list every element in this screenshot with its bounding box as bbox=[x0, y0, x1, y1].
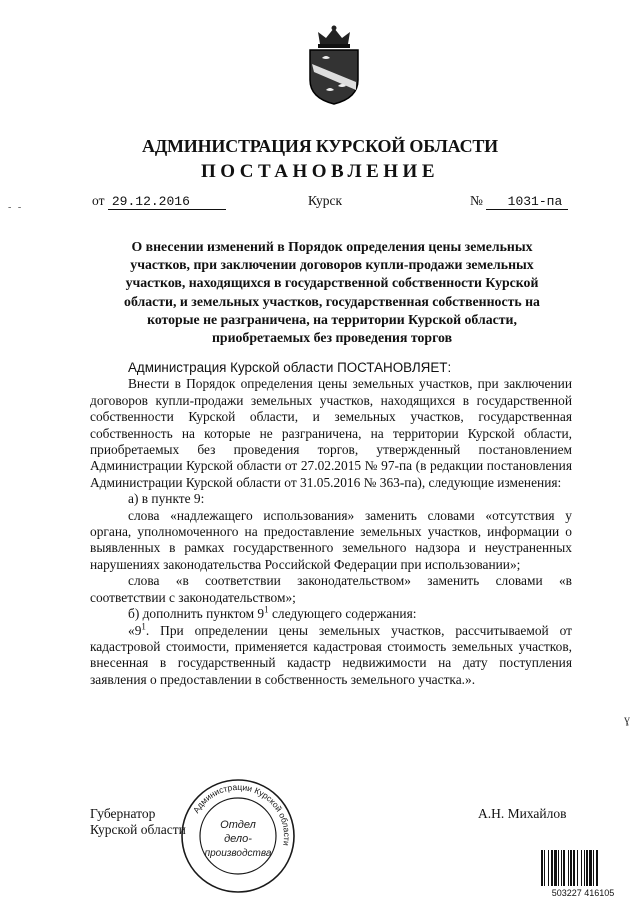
title-line: О внесении изменений в Порядок определения цены земельных bbox=[131, 239, 533, 254]
date-prefix: от bbox=[92, 193, 105, 208]
superscript: 1 bbox=[141, 621, 146, 632]
barcode-bar bbox=[596, 850, 598, 886]
title-line: области, и земельных участков, государственная собственность на bbox=[124, 293, 540, 309]
body-paragraph bbox=[90, 606, 572, 622]
barcode bbox=[540, 850, 626, 890]
barcode-bar bbox=[561, 850, 562, 886]
barcode-bar bbox=[544, 850, 545, 886]
barcode-bar bbox=[554, 850, 557, 886]
body-paragraph: Внести в Порядок определения цены земельных участков, при заключении договоров купли-продажи земельных участков, находящихся в государственной собственности Курской области, и земельных участков, государственная собственность на которые не разграничена, на территории Курской области, приобретаемых без проведения торгов, утвержденный постановлением Администрации Курской области от 27.02.2015 № 97-па (в редакции постановления Администрации Курской области от 31.05.2016 № 363-па), следующие изменения: bbox=[90, 376, 572, 490]
barcode-bar bbox=[589, 850, 592, 886]
body-paragraph bbox=[90, 623, 572, 689]
paragraph-text: следующего содержания: bbox=[268, 606, 417, 622]
coat-of-arms-emblem bbox=[296, 24, 372, 106]
barcode-bar bbox=[584, 850, 585, 886]
body-paragraph: а) в пункте 9: bbox=[128, 491, 205, 507]
barcode-number: 503227 416105 bbox=[551, 888, 615, 898]
number-line bbox=[470, 193, 568, 210]
superscript: 1 bbox=[264, 604, 269, 615]
date-line bbox=[92, 193, 226, 210]
title-line: участков, при заключении договоров купли-продажи земельных bbox=[130, 257, 534, 273]
margin-mark: - - bbox=[8, 202, 24, 213]
stamp-center-text: Отдел bbox=[220, 819, 256, 831]
barcode-bar bbox=[586, 850, 588, 886]
barcode-bar bbox=[581, 850, 582, 886]
stamp-center-text: производства bbox=[204, 848, 272, 859]
body-paragraph: слова «надлежащего использования» заменить словами «отсутствия у органа, уполномоченного на предоставление земельных участков, информации о выявленных в рамках государственного земельного надзора и неустраненных нарушениях законодательства Российской Федерации при использовании»; bbox=[90, 507, 572, 572]
signatory-name: А.Н. Михайлов bbox=[478, 806, 567, 821]
organization-heading: АДМИНИСТРАЦИЯ КУРСКОЙ ОБЛАСТИ bbox=[142, 136, 498, 156]
document-title bbox=[92, 238, 572, 347]
number-prefix: № bbox=[470, 193, 483, 208]
document-type-heading: ПОСТАНОВЛЕНИЕ bbox=[200, 161, 440, 182]
position-line: Губернатор bbox=[90, 806, 156, 821]
title-line: которые не разграничена, на территории Курской области, bbox=[147, 311, 517, 327]
body-paragraph: слова «в соответствии законодательством» заменить словами «в соответствии с законодательством»; bbox=[90, 573, 572, 605]
barcode-bar bbox=[593, 850, 594, 886]
barcode-bar bbox=[577, 850, 578, 886]
title-line: участков, находящихся в государственной собственности Курской bbox=[125, 275, 539, 291]
barcode-bar bbox=[548, 850, 549, 886]
barcode-bar bbox=[563, 850, 565, 886]
official-stamp bbox=[178, 776, 298, 896]
number-value: 1031-па bbox=[486, 194, 568, 210]
city-label: Курск bbox=[308, 193, 343, 208]
resolution-lead: Администрация Курской области ПОСТАНОВЛЯЕТ: bbox=[128, 360, 452, 375]
barcode-bar bbox=[573, 850, 575, 886]
edge-mark: ɣ bbox=[624, 712, 630, 726]
barcode-bar bbox=[568, 850, 569, 886]
barcode-bar bbox=[551, 850, 553, 886]
title-line: приобретаемых без проведения торгов bbox=[211, 330, 453, 346]
barcode-bar bbox=[541, 850, 543, 886]
stamp-center-text: дело- bbox=[224, 833, 252, 845]
barcode-bar bbox=[570, 850, 572, 886]
document-body bbox=[90, 360, 572, 688]
barcode-bar bbox=[558, 850, 559, 886]
signatory-position bbox=[90, 806, 186, 838]
position-line: Курской области bbox=[90, 822, 186, 837]
date-value: 29.12.2016 bbox=[108, 194, 226, 210]
paragraph-text: . При определении цены земельных участков, рассчитываемой от кадастровой стоимости, применяется кадастровая стоимость земельных участков, внесенная в государственный кадастр недвижимости на дату поступления заявления о предоставлении в собственность земельного участка.». bbox=[90, 622, 572, 687]
paragraph-text: б) дополнить пунктом 9 bbox=[128, 606, 265, 622]
stamp-ring-text: Администрации Курской области bbox=[190, 781, 293, 847]
paragraph-text: «9 bbox=[128, 622, 142, 638]
